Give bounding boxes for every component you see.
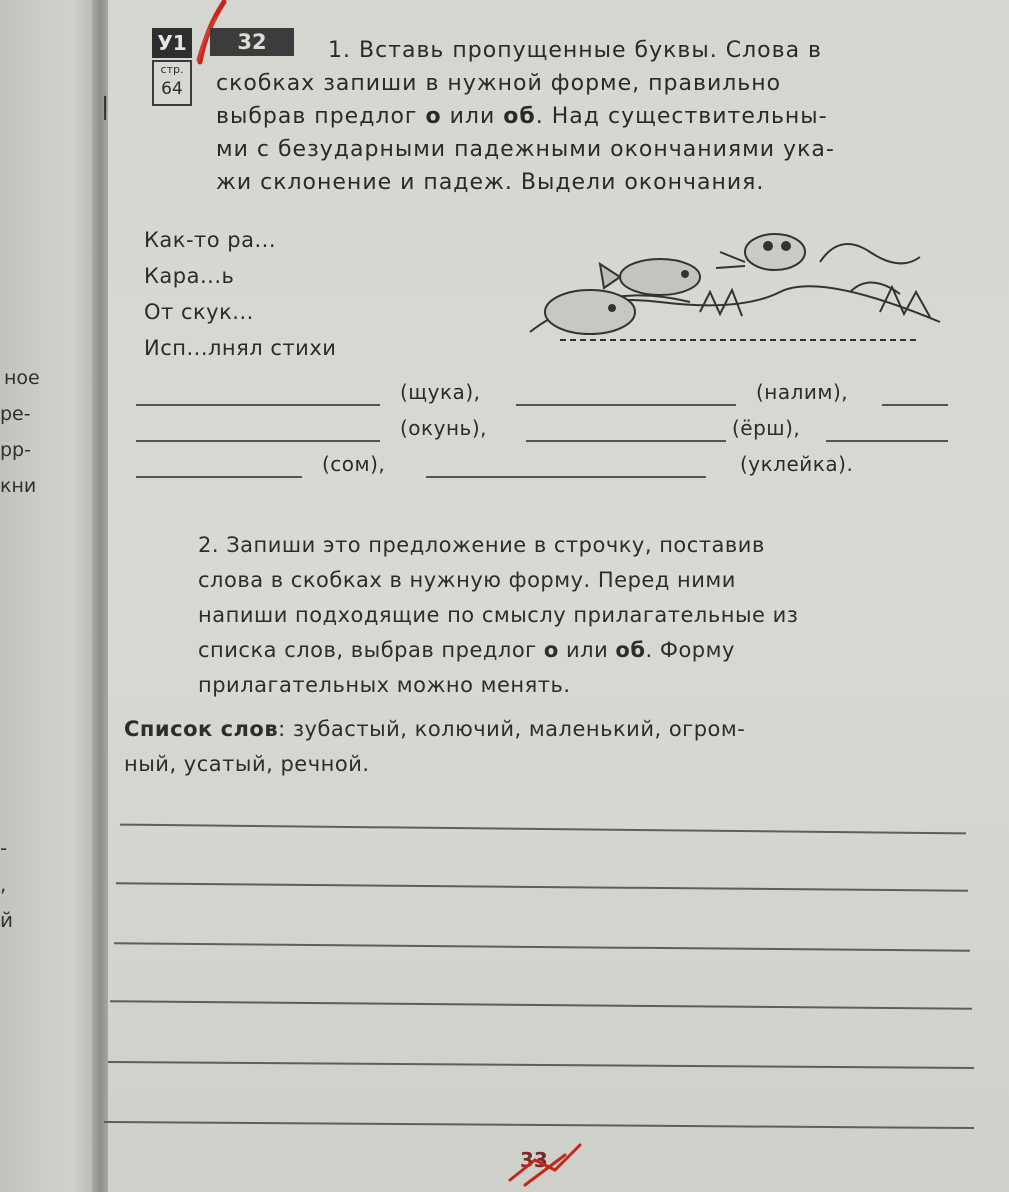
answer-blank[interactable] [826,416,948,442]
task1-fragment: . Над существительны- [535,104,828,129]
task2-line: прилагательных можно менять. [198,673,571,697]
fill-in-section [136,380,956,488]
left-page-fragments [0,360,60,504]
poem-line: Как-то ра... [144,228,277,252]
left-margin-marks [0,830,13,938]
task1-instructions [216,34,956,199]
margin-mark: , [0,872,7,896]
answer-blank[interactable] [136,380,380,406]
answer-blank[interactable] [136,452,302,478]
margin-mark: - [0,836,8,860]
task1-fragment: или [449,104,496,129]
exercise-number-badge: 32 [210,28,294,56]
fill-row [136,416,956,452]
preposition-o: о [425,104,442,129]
fill-row [136,452,956,488]
word-hint: (окунь), [400,416,487,440]
answer-blank[interactable] [516,380,736,406]
left-fragment: ре- [0,403,31,425]
word-hint: (уклейка). [740,452,854,476]
answer-blank[interactable] [882,380,948,406]
textbook-page-badge [152,60,192,106]
task1-line: ми с безударными падежными окончаниями ука- [216,137,835,162]
page-label: стр. [160,63,184,76]
word-hint: (сом), [322,452,386,476]
task2-line: 2. Запиши это предложение в строчку, поставив [198,533,765,557]
margin-mark: й [0,908,13,932]
task2-line [198,633,958,668]
preposition-o: о [543,638,559,662]
answer-blank[interactable] [136,416,380,442]
task2-instructions [198,528,958,703]
left-page [0,0,100,1192]
left-fragment: рр- [0,439,31,461]
task1-line: 1. Вставь пропущенные буквы. Слова в [328,38,823,63]
left-fragment: ное [4,367,40,389]
word-list [124,712,964,782]
preposition-ob: об [615,638,646,662]
task2-line: слова в скобках в нужную форму. Перед ними [198,568,736,592]
answer-blank[interactable] [426,452,706,478]
fill-row [136,380,956,416]
poem [144,222,336,366]
page-ref-number: 64 [161,79,183,99]
task1-line [216,100,956,133]
task1-line: скобках запиши в нужной форме, правильно [216,71,782,96]
left-fragment: кни [0,475,37,497]
answer-blank[interactable] [526,416,726,442]
poem-line: Исп...лнял стихи [144,336,337,360]
preposition-ob: об [503,104,536,129]
page-number: 33 [520,1148,548,1172]
unit-badge: У1 [152,28,192,58]
word-hint: (ёрш), [732,416,801,440]
word-list-line [124,712,964,747]
word-list-text: : зубастый, колючий, маленький, огром- [278,717,746,741]
poem-line: От скук... [144,300,254,324]
word-hint: (налим), [756,380,849,404]
word-hint: (щука), [400,380,481,404]
fish-illustration [520,222,950,352]
task1-fragment: выбрав предлог [216,104,418,129]
margin-tick: ❘ [95,92,116,120]
poem-line: Кара...ь [144,264,235,288]
task2-fragment: списка слов, выбрав предлог [198,638,537,662]
red-scribble-icon [505,1140,585,1190]
task2-fragment: . Форму [645,638,735,662]
task1-line: жи склонение и падеж. Выдели окончания. [216,170,765,195]
word-list-line: ный, усатый, речной. [124,752,370,776]
task2-fragment: или [566,638,609,662]
word-list-label: Список слов [124,717,279,741]
task2-line: напиши подходящие по смыслу прилагательные из [198,603,799,627]
